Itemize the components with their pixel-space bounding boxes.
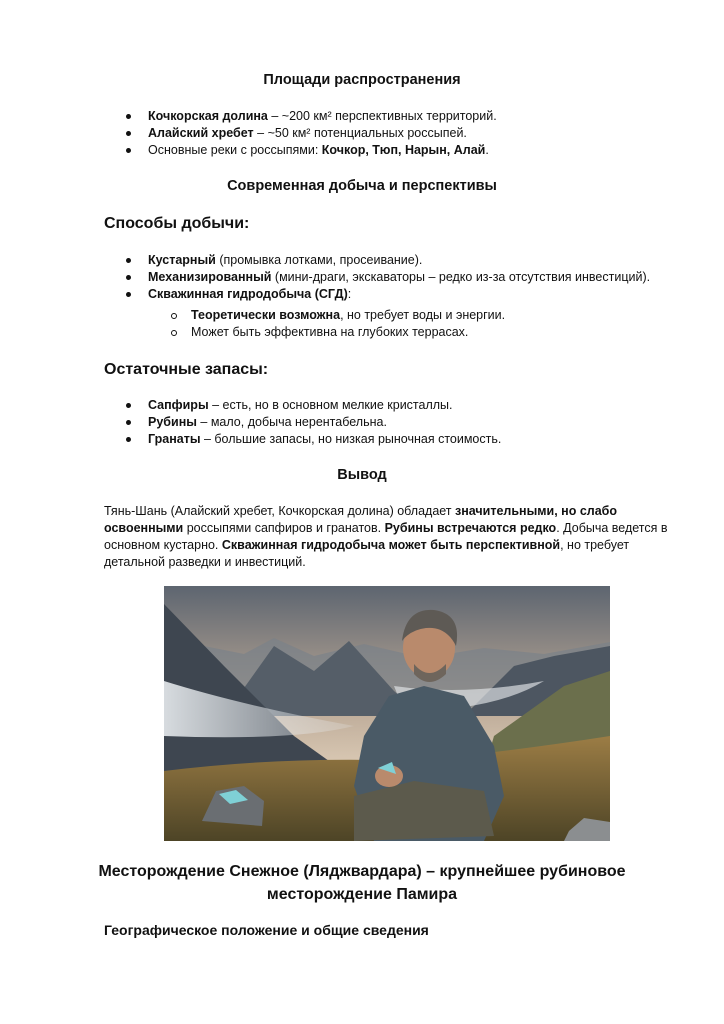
list-item: Сапфиры – есть, но в основном мелкие кристаллы. xyxy=(104,397,501,414)
heading-methods: Способы добычи: xyxy=(104,215,250,232)
list-item: Алайский хребет – ~50 км² потенциальных россыпей. xyxy=(104,125,497,142)
snezhnoe-title: Месторождение Снежное (Ляджвардара) – крупнейшее рубиновое месторождение Памира xyxy=(98,863,626,903)
methods-list xyxy=(104,252,650,303)
list-item: Скважинная гидродобыча (СГД): xyxy=(104,286,650,303)
heading-modern-mining: Современная добыча и перспективы xyxy=(227,178,497,194)
heading-reserves: Остаточные запасы: xyxy=(104,361,269,378)
areas-list xyxy=(104,108,497,159)
mountain-man-photo xyxy=(164,586,610,841)
heading-conclusion: Вывод xyxy=(337,467,387,483)
list-item: Кочкорская долина – ~200 км² перспективных территорий. xyxy=(104,108,497,125)
heading-areas: Площади распространения xyxy=(263,72,461,88)
list-item: Гранаты – большие запасы, но низкая рыночная стоимость. xyxy=(104,431,501,448)
list-item: Может быть эффективна на глубоких террасах. xyxy=(170,324,505,341)
list-item: Кустарный (промывка лотками, просеивание). xyxy=(104,252,650,269)
reserves-list xyxy=(104,397,501,448)
methods-sublist xyxy=(170,307,505,341)
list-item: Основные реки с россыпями: Кочкор, Тюп, Нарын, Алай. xyxy=(104,142,497,159)
conclusion-paragraph: Тянь-Шань (Алайский хребет, Кочкорская долина) обладает значительными, но слабо освоенными россыпями сапфиров и гранатов. Рубины встречаются редко. Добыча ведется в основном кустарно. Скважинная гидродобыча может быть перспективной, но требует детальной разведки и инвестиций. xyxy=(104,504,668,569)
snezhnoe-subheading: Географическое положение и общие сведения xyxy=(104,922,429,938)
list-item: Механизированный (мини-драги, экскаваторы – редко из-за отсутствия инвестиций). xyxy=(104,269,650,286)
list-item: Рубины – мало, добыча нерентабельна. xyxy=(104,414,501,431)
list-item: Теоретически возможна, но требует воды и энергии. xyxy=(170,307,505,324)
